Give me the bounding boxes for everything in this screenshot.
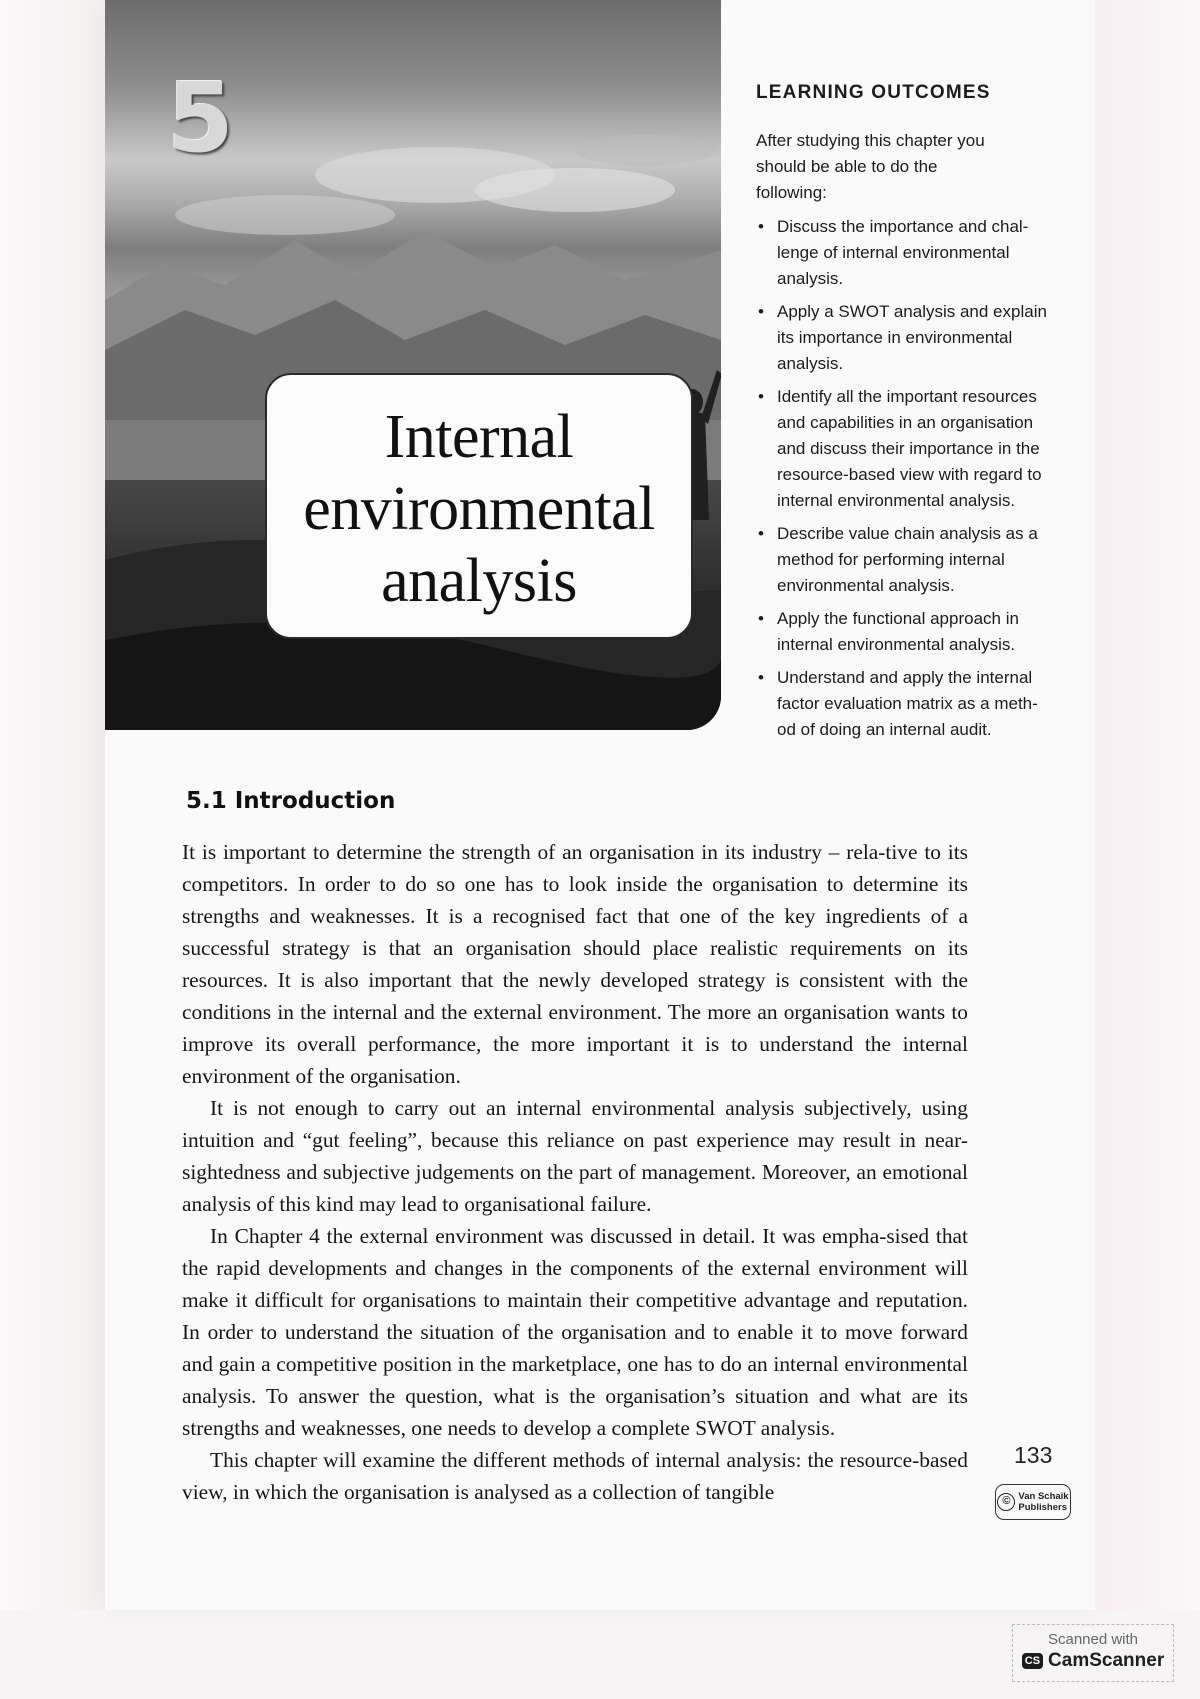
publisher-name-line-2: Publishers [1018,1502,1067,1513]
learning-outcome-item: • Identify all the important resources and capabilities in an organisation and discuss their importance in the resource-based view with regard to internal environmental analysis. [756,384,1047,514]
publisher-name [1018,1491,1068,1513]
watermark-brand [1013,1650,1173,1672]
page-number: 133 [1014,1442,1053,1468]
watermark-scanned-with: Scanned with [1047,1631,1139,1648]
learning-outcomes-box [756,82,1056,750]
learning-outcome-item: • Describe value chain analysis as a method for performing internal environmental analysis. [756,521,1047,599]
chapter-title-line-1: Internal [384,403,574,471]
chapter-title-line-2: environmental [303,475,655,543]
publisher-logo [995,1484,1071,1520]
publisher-name-line-1: Van Schaik [1018,1491,1069,1502]
learning-outcome-item: • Discuss the importance and chal-lenge of internal environmental analysis. [756,214,1047,292]
chapter-banner-image [105,0,721,730]
chapter-number: 5 [167,62,234,174]
learning-outcome-item: • Apply a SWOT analysis and explain its importance in environmental analysis. [756,299,1047,377]
learning-outcome-item: • Understand and apply the internal factor evaluation matrix as a meth-od of doing an internal audit. [756,665,1047,743]
page-margin-left [0,0,105,1610]
learning-outcomes-intro: After studying this chapter you should be able to do the following: [756,131,985,202]
learning-outcomes-heading: LEARNING OUTCOMES [756,82,991,103]
copyright-icon: © [997,1493,1015,1511]
learning-outcomes-list [756,214,1056,743]
watermark-brand-name: CamScanner [1048,1650,1165,1671]
body-paragraph: It is not enough to carry out an internal environmental analysis subjectively, using intuition and “gut feeling”, because this reliance on past experience may result in near-sightedness and subjective judgements on the part of management. Moreover, an emotional analysis of this kind may lead to organisational failure. [182,1096,968,1216]
body-paragraph: It is important to determine the strength of an organisation in its industry – rela-tive to its competitors. In order to do so one has to look inside the organisation to determine its strengths and weaknesses. It is a recognised fact that one of the key ingredients of a successful strategy is that an organisation should place realistic requirements on its resources. It is also important that the newly developed strategy is consistent with the conditions in the internal and the external environment. The more an organisation wants to improve its overall performance, the more important it is to understand the internal environment of the organisation. [182,840,968,1088]
chapter-title-line-3: analysis [381,547,577,615]
chapter-title-box [265,373,693,639]
learning-outcome-item: • Apply the functional approach in internal environmental analysis. [756,606,1047,658]
section-body [182,836,968,1508]
section-heading: 5.1 Introduction [186,788,396,814]
body-paragraph: In Chapter 4 the external environment was discussed in detail. It was empha-sised that the rapid developments and changes in the components of the external environment will make it difficult for organisations to maintain their competitive advantage and reputation. In order to understand the situation of the organisation and to enable it to move forward and gain a competitive position in the marketplace, one has to do an internal environmental analysis. To answer the question, what is the organisation’s situation and what are its strengths and weaknesses, one needs to develop a complete SWOT analysis. [182,1224,968,1440]
scanner-watermark [1012,1624,1174,1682]
camscanner-logo-icon: CS [1022,1653,1043,1669]
page-margin-right [1095,0,1200,1610]
body-paragraph: This chapter will examine the different methods of internal analysis: the resource-based view, in which the organisation is analysed as a collection of tangible [182,1448,968,1504]
